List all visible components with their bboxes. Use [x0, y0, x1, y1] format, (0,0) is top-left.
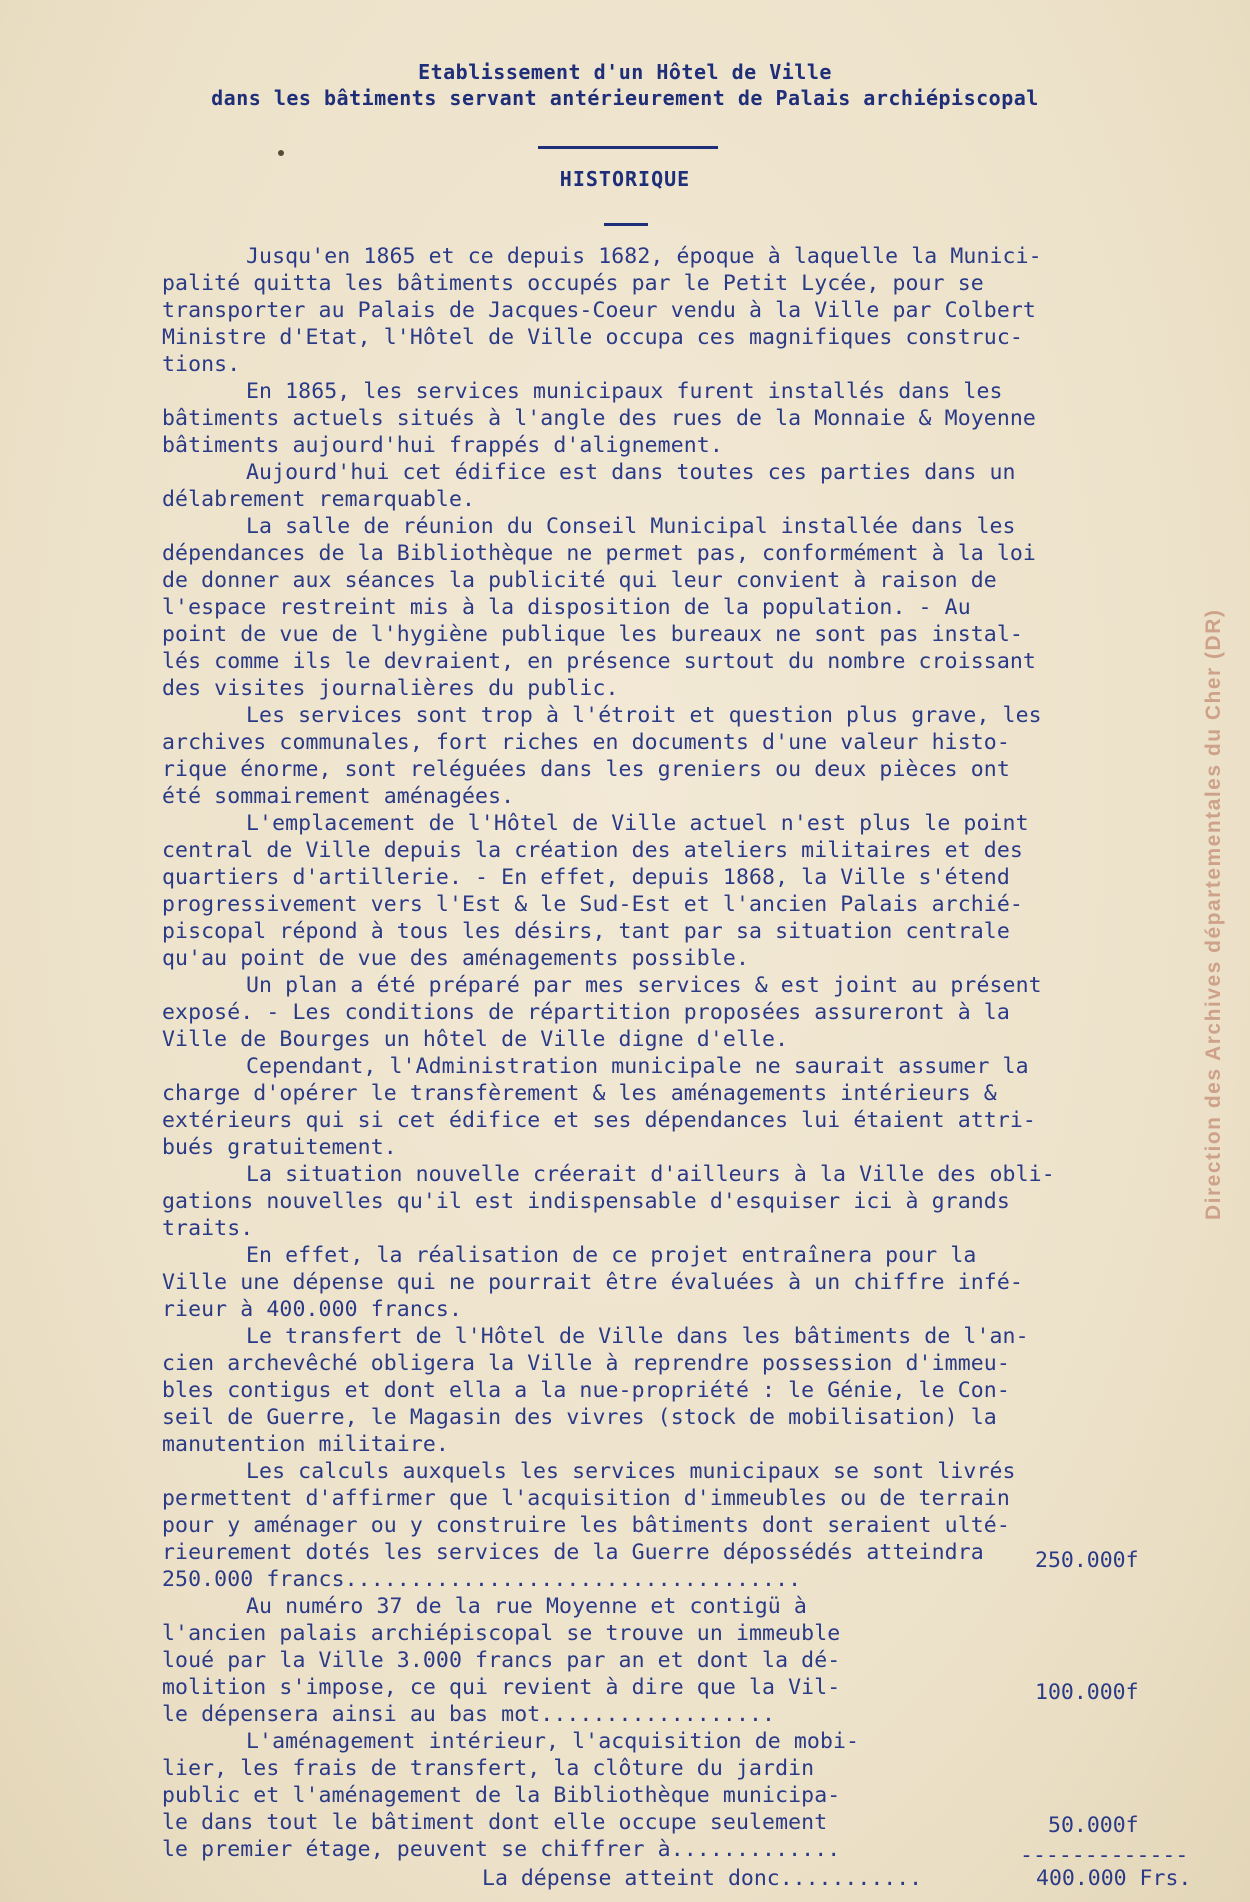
text-line: le dépensera ainsi au bas mot..................	[162, 1702, 776, 1727]
amount-demolition: 100.000f	[1035, 1680, 1139, 1705]
section-underline	[604, 223, 648, 226]
amount-amenagement: 50.000f	[1048, 1813, 1139, 1838]
text-line: L'aménagement intérieur, l'acquisition de mobi-	[246, 1729, 860, 1754]
text-line: loué par la Ville 3.000 francs par an et dont la dé-	[162, 1648, 841, 1673]
text-line: traits.	[162, 1216, 254, 1241]
text-line: Au numéro 37 de la rue Moyenne et contigü à	[246, 1594, 807, 1619]
text-line: molition s'impose, ce qui revient à dire que la Vil-	[162, 1675, 841, 1700]
text-line: Le transfert de l'Hôtel de Ville dans les bâtiments de l'an-	[246, 1324, 1029, 1349]
text-line: rique énorme, sont reléguées dans les greniers ou deux pièces ont	[162, 757, 1010, 782]
text-line: Aujourd'hui cet édifice est dans toutes ces parties dans un	[246, 460, 1016, 485]
text-line: Un plan a été préparé par mes services & est joint au présent	[246, 973, 1042, 998]
text-line: lés comme ils le devraient, en présence surtout du nombre croissant	[162, 649, 1036, 674]
text-line: progressivement vers l'Est & le Sud-Est et l'ancien Palais archié-	[162, 892, 1023, 917]
document-title-line-1: Etablissement d'un Hôtel de Ville	[418, 60, 832, 84]
text-line: Les services sont trop à l'étroit et question plus grave, les	[246, 703, 1042, 728]
archive-watermark-text: Direction des Archives départementales du Cher (DR)	[1202, 608, 1225, 1220]
text-line: bles contigus et dont ella a la nue-propriété : le Génie, le Con-	[162, 1378, 1010, 1403]
title-underline	[538, 146, 718, 149]
amount-acquisition: 250.000f	[1035, 1548, 1139, 1573]
text-line: En effet, la réalisation de ce projet entraînera pour la	[246, 1243, 977, 1268]
text-line: 250.000 francs...................................	[162, 1567, 802, 1592]
text-line: manutention militaire.	[162, 1432, 449, 1457]
text-line: le premier étage, peuvent se chiffrer à.............	[162, 1837, 841, 1862]
text-line: rieurement dotés les services de la Guerre dépossédés atteindra	[162, 1540, 984, 1565]
text-line: exposé. - Les conditions de répartition proposées assureront à la	[162, 1000, 1010, 1025]
text-line: public et l'aménagement de la Bibliothèque municipa-	[162, 1783, 841, 1808]
text-line: l'ancien palais archiépiscopal se trouve un immeuble	[162, 1621, 841, 1646]
text-line: Ministre d'Etat, l'Hôtel de Ville occupa ces magnifiques construc-	[162, 325, 1023, 350]
text-line: permettent d'affirmer que l'acquisition d'immeubles ou de terrain	[162, 1486, 1010, 1511]
text-line: de donner aux séances la publicité qui leur convient à raison de	[162, 568, 997, 593]
text-line: quartiers d'artillerie. - En effet, depuis 1868, la Ville s'étend	[162, 865, 1010, 890]
text-line: charge d'opérer le transfèrement & les aménagements intérieurs &	[162, 1081, 997, 1106]
text-line: bâtiments actuels situés à l'angle des rues de la Monnaie & Moyenne	[162, 406, 1036, 431]
text-line: cien archevêché obligera la Ville à reprendre possession d'immeu-	[162, 1351, 1010, 1376]
text-line: qu'au point de vue des aménagements possible.	[162, 946, 749, 971]
text-line: Les calculs auxquels les services municipaux se sont livrés	[246, 1459, 1016, 1484]
text-line: extérieurs qui si cet édifice et ses dépendances lui étaient attri-	[162, 1108, 1036, 1133]
text-line: tions.	[162, 352, 241, 377]
text-line: Ville une dépense qui ne pourrait être évaluées à un chiffre infé-	[162, 1270, 1023, 1295]
text-line: transporter au Palais de Jacques-Coeur vendu à la Ville par Colbert	[162, 298, 1036, 323]
text-line: pour y aménager ou y construire les bâtiments dont seraient ulté-	[162, 1513, 1010, 1538]
text-line: lier, les frais de transfert, la clôture du jardin	[162, 1756, 815, 1781]
total-amount: 400.000 Frs.	[1036, 1866, 1192, 1891]
text-line: des visites journalières du public.	[162, 676, 619, 701]
text-line: gations nouvelles qu'il est indispensable d'esquiser ici à grands	[162, 1189, 1010, 1214]
text-line: seil de Guerre, le Magasin des vivres (stock de mobilisation) la	[162, 1405, 997, 1430]
text-line: le dans tout le bâtiment dont elle occupe seulement	[162, 1810, 828, 1835]
text-line: été sommairement aménagées.	[162, 784, 515, 809]
text-line: La salle de réunion du Conseil Municipal installée dans les	[246, 514, 1016, 539]
text-line: central de Ville depuis la création des ateliers militaires et des	[162, 838, 1023, 863]
text-line: Ville de Bourges un hôtel de Ville digne d'elle.	[162, 1027, 789, 1052]
text-line: bués gratuitement.	[162, 1135, 397, 1160]
text-line: dépendances de la Bibliothèque ne permet pas, conformément à la loi	[162, 541, 1036, 566]
text-line: En 1865, les services municipaux furent installés dans les	[246, 379, 1003, 404]
text-line: Jusqu'en 1865 et ce depuis 1682, époque à laquelle la Munici-	[246, 244, 1042, 269]
total-label: La dépense atteint donc...........	[482, 1866, 923, 1891]
total-separator: -------------	[1020, 1843, 1189, 1868]
text-line: point de vue de l'hygiène publique les bureaux ne sont pas instal-	[162, 622, 1023, 647]
text-line: bâtiments aujourd'hui frappés d'alignement.	[162, 433, 723, 458]
document-title-line-2: dans les bâtiments servant antérieurement de Palais archiépiscopal	[211, 86, 1039, 110]
text-line: l'espace restreint mis à la disposition de la population. - Au	[162, 595, 971, 620]
text-line: rieur à 400.000 francs.	[162, 1297, 463, 1322]
text-line: Cependant, l'Administration municipale ne saurait assumer la	[246, 1054, 1029, 1079]
text-line: L'emplacement de l'Hôtel de Ville actuel n'est plus le point	[246, 811, 1029, 836]
text-line: délabrement remarquable.	[162, 487, 476, 512]
text-line: palité quitta les bâtiments occupés par le Petit Lycée, pour se	[162, 271, 984, 296]
text-line: La situation nouvelle créerait d'ailleurs à la Ville des obli-	[246, 1162, 1055, 1187]
text-line: piscopal répond à tous les désirs, tant par sa situation centrale	[162, 919, 1010, 944]
ink-spot	[278, 150, 284, 156]
text-line: archives communales, fort riches en documents d'une valeur histo-	[162, 730, 1010, 755]
section-title: HISTORIQUE	[559, 167, 691, 191]
